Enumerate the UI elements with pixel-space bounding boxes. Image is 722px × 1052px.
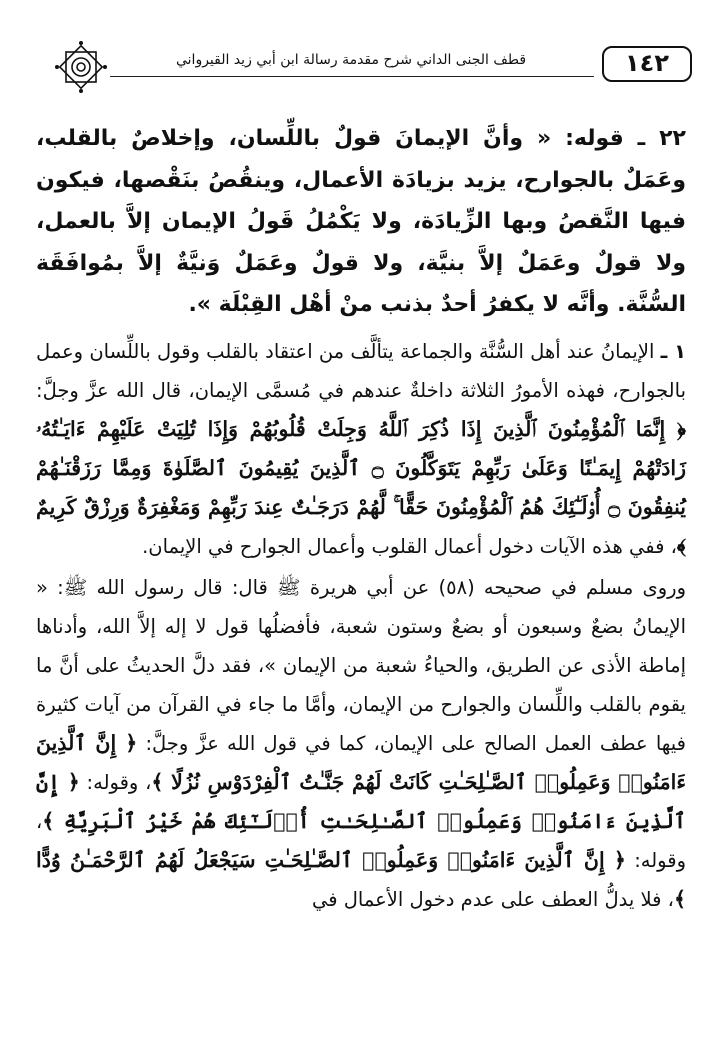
quran-verse-maryam: ﴿ إِنَّ ٱلَّذِينَ ءَامَنُوا۟ وَعَمِلُوا۟ ٱلصَّـٰلِحَـٰتِ سَيَجْعَلُ لَهُمُ ٱلرَّحْمَـٰنُ وُدًّا ﴾ (36, 847, 686, 911)
matn-text: : « وأنَّ الإيمانَ قولٌ باللِّسان، وإخلاصٌ بالقلب، وعَمَلٌ بالجوارح، يزيد بزيادَة الأعمال، وينقُصُ بنَقْصها، فيكون فيها النَّقصُ وبها الزِّيادَة، ولا يَكْمُلُ قَولُ الإيمان إلاَّ بالعمل، ولا قولٌ وعَمَلٌ إلاَّ بنيَّة، ولا قولٌ وعَمَلٌ وَنيَّةٌ إلاَّ بمُوافَقَة السُّنَّة. وأنَّه لا يكفرُ أحدٌ بذنب منْ أهْل القِبْلَة ». (36, 126, 686, 317)
commentary-number: ١ ـ (660, 339, 686, 363)
matn-paragraph (36, 118, 686, 326)
section-number: ٢٢ ـ (637, 126, 686, 151)
closing-text: ، فلا يدلُّ العطف على عدم دخول الأعمال في (311, 887, 674, 911)
connector-2: ، وقوله: (36, 809, 686, 872)
commentary-paragraph-1 (36, 332, 686, 566)
page-body (36, 118, 686, 919)
book-title: قطف الجنى الداني شرح مقدمة رسالة ابن أبي زيد القيرواني (175, 52, 527, 68)
commentary-intro: الإيمانُ عند أهل السُّنَّة والجماعة يتألَّف من اعتقاد بالقلب وقول باللِّسان وعمل بالجوارح، فهذه الأمورُ الثلاثة داخلةٌ عندهم في مُسمَّى الإيمان، قال الله عزَّ وجلَّ: (36, 339, 686, 402)
quran-verse-kahf: ﴿ إِنَّ ٱلَّذِينَ ءَامَنُوا۟ وَعَمِلُوا۟ ٱلصَّـٰلِحَـٰتِ كَانَتْ لَهُمْ جَنَّـٰتُ ٱلْفِرْدَوْسِ نُزُلًا ﴾ (36, 730, 686, 794)
commentary-paragraph-2 (36, 568, 686, 919)
commentary-outro: ، ففي هذه الآيات دخول أعمال القلوب وأعمال الجوارح في الإيمان. (142, 534, 677, 558)
page-header (24, 28, 698, 88)
header-rule (110, 76, 594, 77)
qawluh-label: قوله (573, 126, 624, 151)
quran-verse-bayyinah: ﴿ إِنَّ ٱلَّذِينَ ءَامَنُوا۟ وَعَمِلُوا۟ ٱلصَّـٰلِحَـٰتِ أُو۟لَـٰٓئِكَ هُمْ خَيْرُ ٱلْبَرِيَّةِ ﴾ (36, 769, 686, 833)
star-ornament-icon (54, 40, 108, 94)
connector-1: ، وقوله: (79, 770, 152, 794)
hadith-text: وروى مسلم في صحيحه (٥٨) عن أبي هريرة ﷺ قال: قال رسول الله ﷺ: « الإيمانُ بضعٌ وسبعون أو بضعٌ وستون شعبة، فأفضلُها قول لا إله إلاَّ الله، وأدناها إماطة الأذى عن الطريق، والحياءُ شعبة من الإيمان »، فقد دلَّ الحديثُ على أنَّ ما يقوم بالقلب واللِّسان والجوارح من الإيمان، وأمَّا ما جاء في القرآن من آيات كثيرة فيها عطف العمل الصالح على الإيمان، كما في قول الله عزَّ وجلَّ: (36, 575, 686, 755)
quran-verse-anfal: ﴿ إِنَّمَا ٱلْمُؤْمِنُونَ ٱلَّذِينَ إِذَا ذُكِرَ ٱللَّهُ وَجِلَتْ قُلُوبُهُمْ وَإِذَا تُلِيَتْ عَلَيْهِمْ ءَايَـٰتُهُۥ زَادَتْهُمْ إِيمَـٰنًا وَعَلَىٰ رَبِّهِمْ يَتَوَكَّلُونَ ۝ ٱلَّذِينَ يُقِيمُونَ ٱلصَّلَوٰةَ وَمِمَّا رَزَقْنَـٰهُمْ يُنفِقُونَ ۝ أُو۟لَـٰٓئِكَ هُمُ ٱلْمُؤْمِنُونَ حَقًّا ۚ لَّهُمْ دَرَجَـٰتٌ عِندَ رَبِّهِمْ وَمَغْفِرَةٌ وَرِزْقٌ كَرِيمٌ ﴾ (36, 416, 686, 558)
page-number: ١٤٢ (602, 46, 692, 82)
